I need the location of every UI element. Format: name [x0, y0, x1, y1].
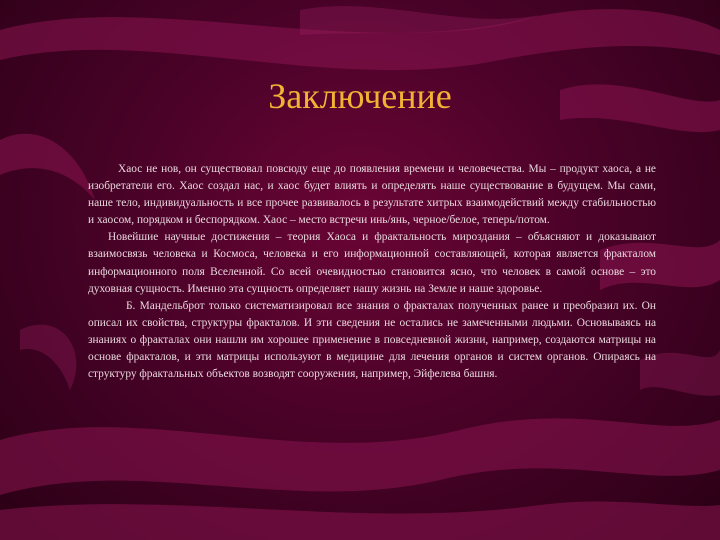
- slide-title: Заключение: [268, 76, 452, 116]
- swirl-bottom-low: [0, 501, 720, 540]
- paragraph-science: Новейшие научные достижения – теория Хаоса и фрактальность мироздания – объясняют и доказывают взаимосвязь человека и Космоса, человека и его информационной составляющей, которая является фракталом информационного поля Вселенной. Со всей очевидностью становится ясно, что человек в самой основе – это духовная сущность. Именно эта сущность определяет нашу жизнь на Земле и наше здоровье.: [88, 231, 656, 295]
- paragraph-mandelbrot: Б. Мандельброт только систематизировал все знания о фракталах полученных ранее и преобразил их. Он описал их свойства, структуры фракталов. И эти сведения не остались не замеченными людьми. Основываясь на знаниях о фракталах они нашли им хорошее применение в повседневной жизни, например, создаются матрицы на основе фракталов, и эти матрицы используют в медицине для лечения органов и систем органов. Опираясь на структуру фрактальных объектов возводят сооружения, например, Эйфелева башня.: [88, 299, 656, 381]
- slide-body: [88, 161, 656, 383]
- swirl-accent-2: [20, 325, 76, 390]
- swirl-bottom: [0, 418, 720, 495]
- paragraph-chaos: Хаос не нов, он существовал повсюду еще до появления времени и человечества. Мы – продукт хаоса, а не изобретатели его. Хаос создал нас, и хаос будет влиять и определять наше существование в будущем. Мы сами, наше тело, индивидуальность и все прочее развивалось в результате хитрых взаимодействий между стабильностью и хаосом, порядком и беспорядком. Хаос – место встречи инь/янь, черное/белое, теперь/потом.: [88, 163, 656, 227]
- swirl-left: [0, 134, 95, 200]
